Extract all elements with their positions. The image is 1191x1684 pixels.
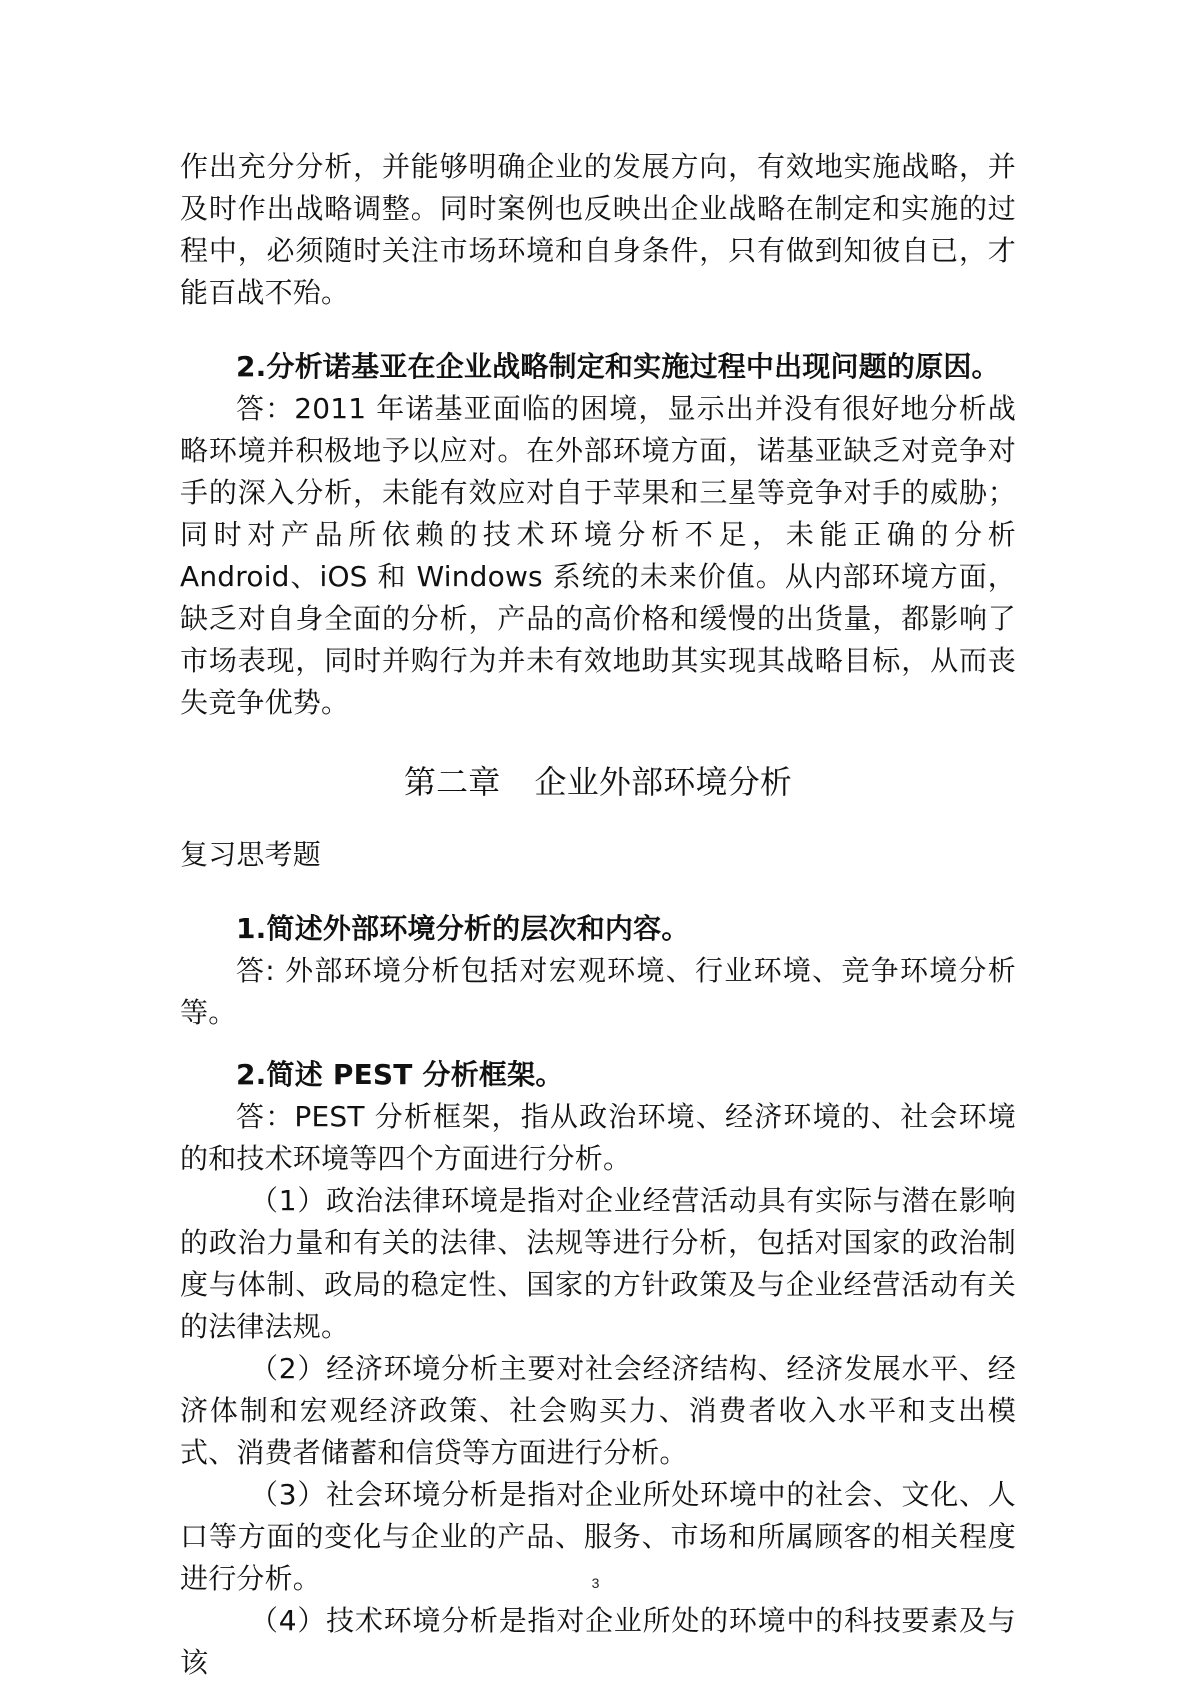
pest-item-economic: （2）经济环境分析主要对社会经济结构、经济发展水平、经济体制和宏观经济政策、社会购买力、消费者收入水平和支出模式、消费者储蓄和信贷等方面进行分析。 [180, 1352, 1016, 1469]
review-question-2-title: 2.简述 PEST 分析框架。 [236, 1058, 564, 1091]
review-question-1-title: 1.简述外部环境分析的层次和内容。 [236, 912, 690, 945]
intro-paragraph: 作出充分分析，并能够明确企业的发展方向，有效地实施战略，并及时作出战略调整。同时案例也反映出企业战略在制定和实施的过程中，必须随时关注市场环境和自身条件，只有做到知彼自已，才能百战不殆。 [180, 150, 1016, 309]
pest-item-technological: （4）技术环境分析是指对企业所处的环境中的科技要素及与该 [180, 1604, 1016, 1679]
question-2-title: 2.分析诺基亚在企业战略制定和实施过程中出现问题的原因。 [236, 350, 1000, 383]
review-question-2-answer: 答：PEST 分析框架，指从政治环境、经济环境的、社会环境的和技术环境等四个方面进行分析。 [180, 1100, 1016, 1175]
question-2-answer: 答：2011 年诺基亚面临的困境，显示出并没有很好地分析战略环境并积极地予以应对。在外部环境方面，诺基亚缺乏对竞争对手的深入分析，未能有效应对自于苹果和三星等竞争对手的威胁；同时对产品所依赖的技术环境分析不足，未能正确的分析 Android、iOS 和 Windows 系统的未来价值。从内部环境方面，缺乏对自身全面的分析，产品的高价格和缓慢的出货量，都影响了市场表现，同时并购行为并未有效地助其实现其战略目标，从而丧失竞争优势。 [180, 392, 1016, 719]
review-questions-heading: 复习思考题 [180, 838, 322, 871]
chapter-heading [180, 758, 1016, 806]
document-body [180, 146, 1016, 1684]
page-number: 3 [591, 1575, 600, 1591]
review-question-1-answer: 答: 外部环境分析包括对宏观环境、行业环境、竞争环境分析等。 [180, 954, 1016, 1029]
chapter-number: 第二章 [403, 763, 501, 801]
chapter-title: 企业外部环境分析 [534, 763, 793, 801]
pest-item-political: （1）政治法律环境是指对企业经营活动具有实际与潜在影响的政治力量和有关的法律、法规等进行分析，包括对国家的政治制度与体制、政局的稳定性、国家的方针政策及与企业经营活动有关的法律法规。 [180, 1184, 1016, 1343]
pest-item-social: （3）社会环境分析是指对企业所处环境中的社会、文化、人口等方面的变化与企业的产品、服务、市场和所属顾客的相关程度进行分析。 [180, 1478, 1016, 1595]
